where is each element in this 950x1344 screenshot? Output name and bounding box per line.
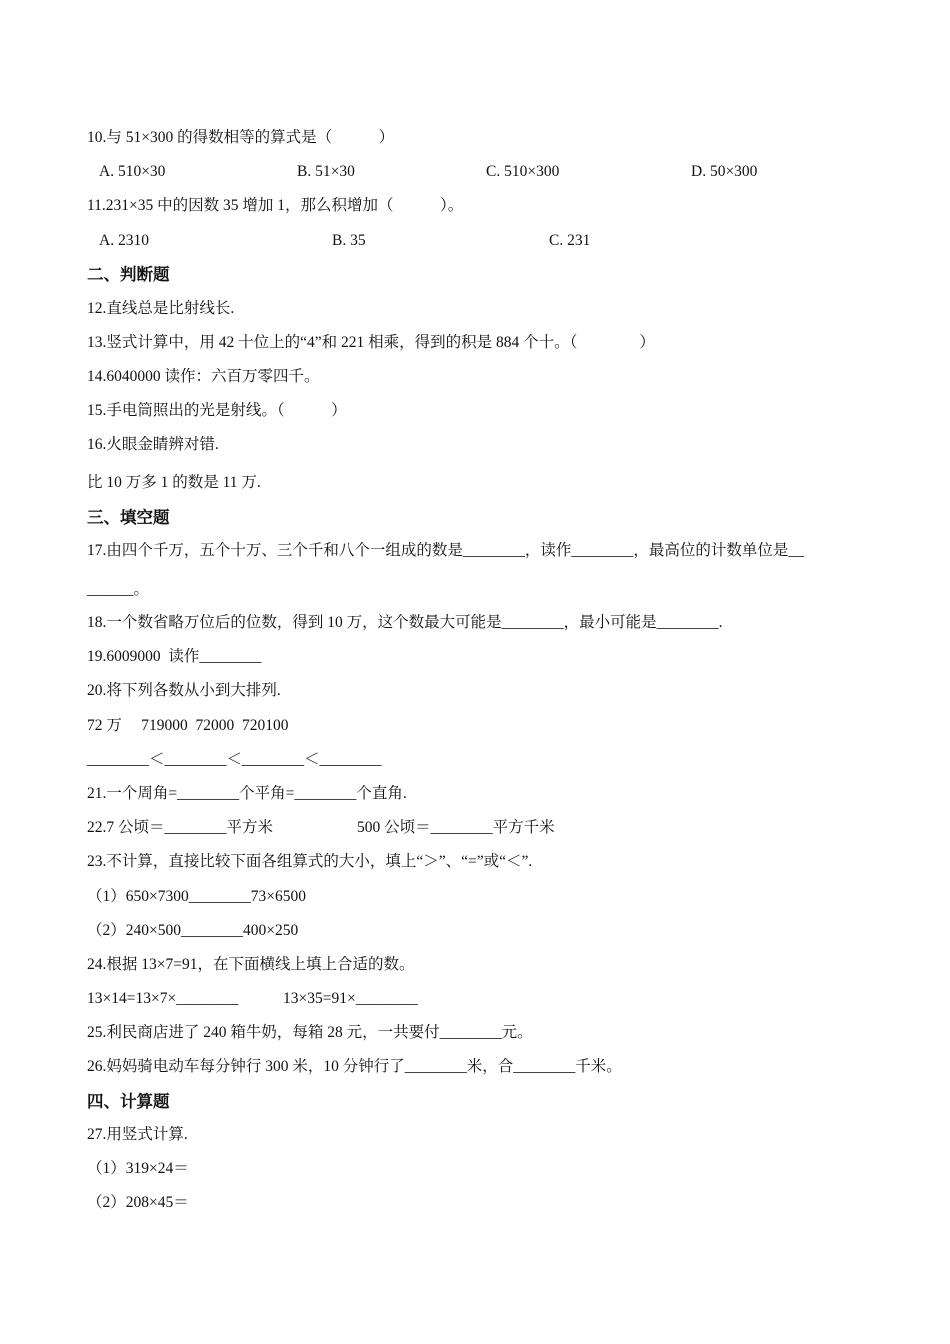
question-11-option-a: A. 2310 [99, 232, 149, 249]
question-18: 18.一个数省略万位后的位数，得到 10 万，这个数最大可能是________，最小可能是________. [87, 614, 723, 631]
question-17-line-1: 17.由四个千万，五个十万、三个千和八个一组成的数是________，读作________，最高位的计数单位是__ [87, 542, 804, 559]
question-20: 20.将下列各数从小到大排列. [87, 682, 281, 699]
question-13: 13.竖式计算中，用 42 十位上的“4”和 221 相乘，得到的积是 884 个十。（ ） [87, 334, 655, 351]
question-10-option-c: C. 510×300 [486, 163, 560, 180]
question-24-part-1: 13×14=13×7×________ [87, 990, 239, 1007]
question-23-item-2: （2）240×500________400×250 [87, 922, 299, 939]
question-27-item-1: （1）319×24＝ [87, 1160, 189, 1177]
question-23: 23.不计算，直接比较下面各组算式的大小，填上“＞”、“=”或“＜”. [87, 853, 533, 870]
question-21: 21.一个周角=________个平角=________个直角. [87, 785, 407, 802]
section-heading-calc: 四、计算题 [87, 1092, 170, 1111]
question-10-stem: 10.与 51×300 的得数相等的算式是（ ） [87, 129, 395, 146]
question-24-part-2: 13×35=91×________ [283, 990, 418, 1007]
question-16: 16.火眼金睛辨对错. [87, 436, 219, 453]
question-19: 19.6009000 读作________ [87, 648, 262, 665]
question-24: 24.根据 13×7=91，在下面横线上填上合适的数。 [87, 956, 415, 973]
question-23-item-1: （1）650×7300________73×6500 [87, 888, 306, 905]
question-11-option-b: B. 35 [332, 232, 366, 249]
question-20-blanks: ________＜________＜________＜________ [87, 751, 382, 768]
question-20-numbers: 72 万 719000 72000 720100 [87, 717, 289, 734]
question-17-line-2: ______。 [87, 581, 150, 598]
question-11-stem: 11.231×35 中的因数 35 增加 1，那么积增加（ ）。 [87, 197, 464, 214]
question-14: 14.6040000 读作：六百万零四千。 [87, 368, 320, 385]
question-16-statement: 比 10 万多 1 的数是 11 万. [87, 474, 261, 491]
question-25: 25.利民商店进了 240 箱牛奶，每箱 28 元，一共要付________元。 [87, 1024, 533, 1041]
question-11-option-c: C. 231 [549, 232, 591, 249]
question-15: 15.手电筒照出的光是射线。（ ） [87, 402, 347, 419]
section-heading-judge: 二、判断题 [87, 265, 170, 284]
question-12: 12.直线总是比射线长. [87, 300, 235, 317]
question-10-option-a: A. 510×30 [99, 163, 166, 180]
question-22-part-1: 22.7 公顷＝________平方米 [87, 819, 274, 836]
question-22-part-2: 500 公顷＝________平方千米 [357, 819, 555, 836]
question-10-option-b: B. 51×30 [297, 163, 355, 180]
question-26: 26.妈妈骑电动车每分钟行 300 米，10 分钟行了________米，合________千米。 [87, 1058, 622, 1075]
section-heading-fill: 三、填空题 [87, 508, 170, 527]
question-27: 27.用竖式计算. [87, 1126, 188, 1143]
question-10-option-d: D. 50×300 [691, 163, 758, 180]
question-27-item-2: （2）208×45＝ [87, 1194, 189, 1211]
